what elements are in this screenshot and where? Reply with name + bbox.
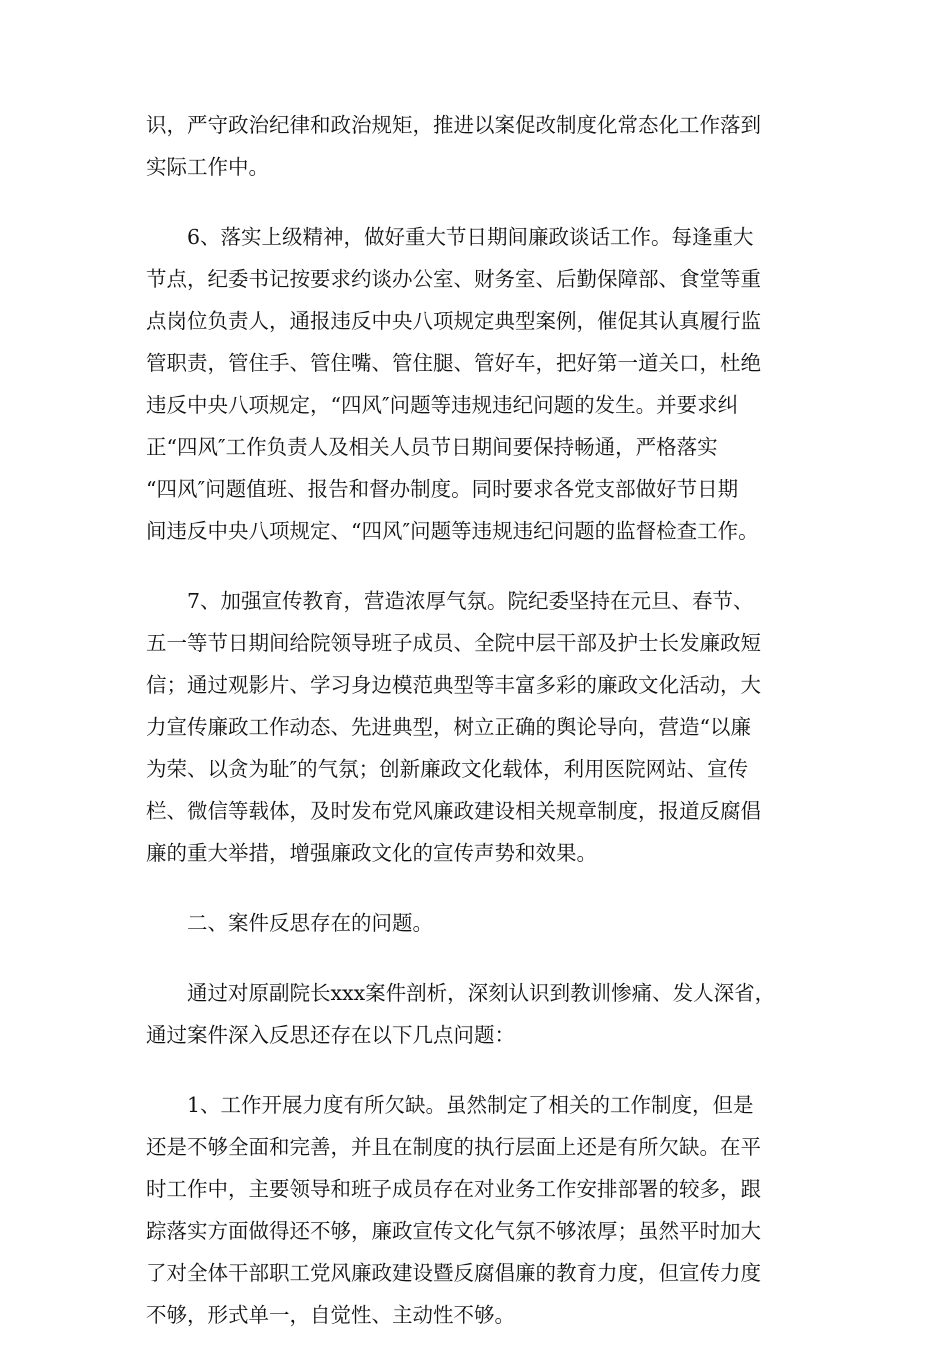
paragraph-item-7 bbox=[146, 580, 806, 874]
document-page bbox=[146, 104, 806, 1364]
text-line: 栏、微信等载体，及时发布党风廉政建设相关规章制度，报道反腐倡 bbox=[146, 799, 761, 823]
text-line: 6、落实上级精神，做好重大节日期间廉政谈话工作。每逢重大 bbox=[187, 225, 754, 249]
text-line: 7、加强宣传教育，营造浓厚气氛。院纪委坚持在元旦、春节、 bbox=[187, 589, 754, 613]
text-line: 踪落实方面做得还不够，廉政宣传文化气氛不够浓厚；虽然平时加大 bbox=[146, 1219, 761, 1243]
text-line: 不够，形式单一，自觉性、主动性不够。 bbox=[146, 1303, 515, 1327]
heading-text: 二、案件反思存在的问题。 bbox=[187, 911, 433, 935]
text-line: “四风″问题值班、报告和督办制度。同时要求各党支部做好节日期 bbox=[146, 477, 739, 501]
text-line: 时工作中，主要领导和班子成员存在对业务工作安排部署的较多，跟 bbox=[146, 1177, 761, 1201]
paragraph-problem-1 bbox=[146, 1084, 806, 1336]
text-line: 管职责，管住手、管住嘴、管住腿、管好车，把好第一道关口，杜绝 bbox=[146, 351, 761, 375]
text-line: 五一等节日期间给院领导班子成员、全院中层干部及护士长发廉政短 bbox=[146, 631, 761, 655]
paragraph-continuation bbox=[146, 104, 806, 188]
paragraph-item-6 bbox=[146, 216, 806, 552]
text-line: 节点，纪委书记按要求约谈办公室、财务室、后勤保障部、食堂等重 bbox=[146, 267, 761, 291]
text-line: 力宣传廉政工作动态、先进典型，树立正确的舆论导向，营造“以廉 bbox=[146, 715, 751, 739]
text-line: 通过对原副院长xxx案件剖析，深刻认识到教训惨痛、发人深省， bbox=[187, 981, 776, 1005]
text-line: 点岗位负责人，通报违反中央八项规定典型案例，催促其认真履行监 bbox=[146, 309, 761, 333]
text-line: 间违反中央八项规定、“四风″问题等违规违纪问题的监督检查工作。 bbox=[146, 519, 759, 543]
text-line: 正“四风″工作负责人及相关人员节日期间要保持畅通，严格落实 bbox=[146, 435, 718, 459]
text-line: 1、工作开展力度有所欠缺。虽然制定了相关的工作制度，但是 bbox=[187, 1093, 754, 1117]
text-line: 通过案件深入反思还存在以下几点问题： bbox=[146, 1023, 515, 1047]
text-line: 识，严守政治纪律和政治规矩，推进以案促改制度化常态化工作落到 bbox=[146, 113, 761, 137]
text-line: 信；通过观影片、学习身边模范典型等丰富多彩的廉政文化活动，大 bbox=[146, 673, 761, 697]
text-line: 违反中央八项规定，“四风″问题等违规违纪问题的发生。并要求纠 bbox=[146, 393, 739, 417]
text-line: 了对全体干部职工党风廉政建设暨反腐倡廉的教育力度，但宣传力度 bbox=[146, 1261, 761, 1285]
text-line: 廉的重大举措，增强廉政文化的宣传声势和效果。 bbox=[146, 841, 597, 865]
text-line: 还是不够全面和完善，并且在制度的执行层面上还是有所欠缺。在平 bbox=[146, 1135, 761, 1159]
paragraph-intro bbox=[146, 972, 806, 1056]
section-heading bbox=[146, 902, 806, 944]
text-line: 实际工作中。 bbox=[146, 155, 269, 179]
text-line: 为荣、以贪为耻″的气氛；创新廉政文化载体，利用医院网站、宣传 bbox=[146, 757, 749, 781]
